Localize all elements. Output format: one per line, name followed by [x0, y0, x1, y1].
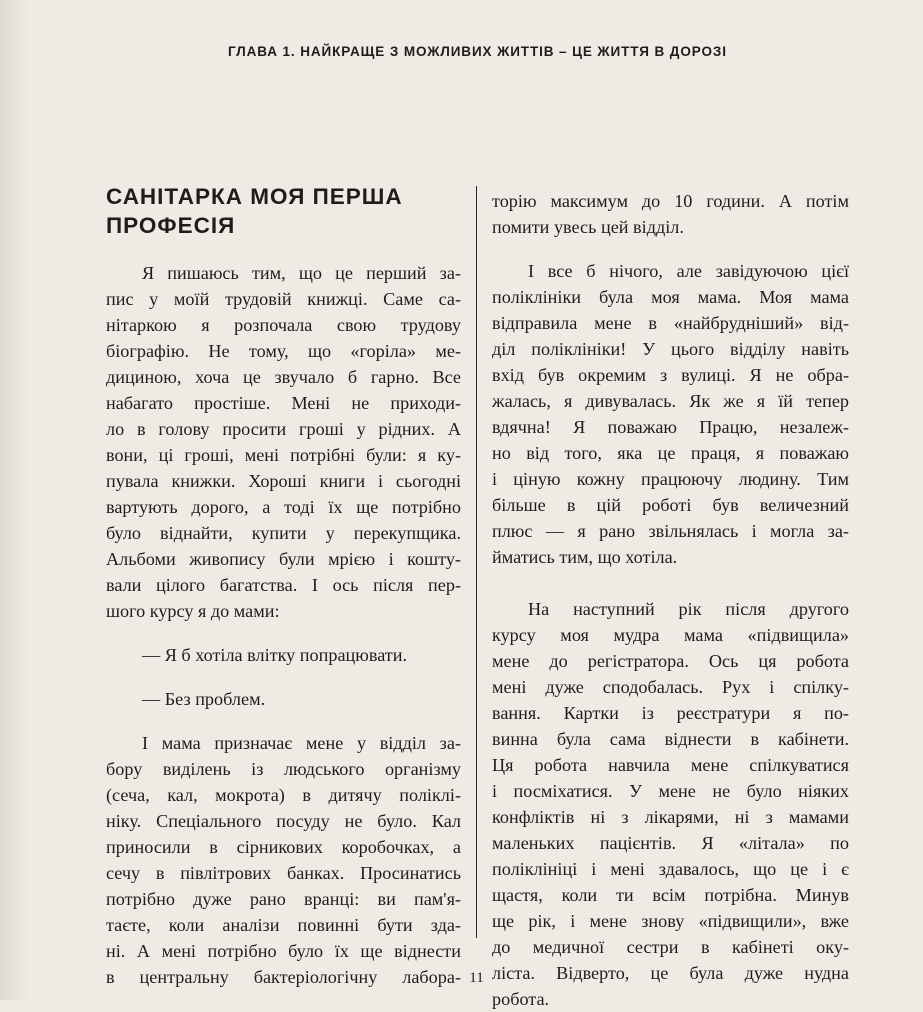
text-line: нітаркою я розпочала свою трудову — [106, 315, 461, 335]
section-heading-line: ПРОФЕСІЯ — [106, 213, 236, 238]
text-line: вартують дорого, а тоді їх ще потрібно — [106, 497, 461, 517]
text-line: ліста. Відверто, це була дуже нудна — [492, 963, 849, 983]
text-line: вдячна! Я поважаю Працю, незалеж- — [492, 417, 849, 437]
text-line: біографію. Не тому, що «горіла» ме- — [106, 341, 461, 361]
text-line: На наступний рік після другого — [528, 599, 849, 619]
text-line: приносили в сірникових коробочках, а — [106, 837, 461, 857]
paragraph-dialogue — [106, 642, 461, 668]
paragraph — [492, 596, 849, 1012]
text-line: потрібно дуже рано вранці: ви пам'я- — [106, 889, 461, 909]
text-line: таєте, коли аналізи повинні бути зда- — [106, 915, 461, 935]
text-line: вали цілого багатства. І ось після пер- — [106, 575, 461, 595]
text-line: плюс — я рано звільнялась і могла за- — [492, 521, 849, 541]
left-column — [106, 182, 461, 990]
paragraph — [492, 258, 849, 570]
section-heading-line: САНІТАРКА МОЯ ПЕРША — [106, 184, 403, 209]
text-line: поліклініці і мені здавалось, що це і є — [492, 859, 849, 879]
text-line: ще рік, і мене знову «підвищили», вже — [492, 911, 849, 931]
running-head: ГЛАВА 1. НАЙКРАЩЕ З МОЖЛИВИХ ЖИТТІВ – ЦЕ ЖИТТЯ В ДОРОЗІ — [228, 44, 727, 59]
text-line: Ця робота навчила мене спілкуватися — [492, 755, 849, 775]
text-line: йматись тим, що хотіла. — [492, 547, 678, 567]
text-line: Альбоми живопису були мрією і кошту- — [106, 549, 461, 569]
column-divider — [476, 186, 477, 938]
text-line: мені дуже сподобалась. Рух і спілку- — [492, 677, 849, 697]
text-line: жалась, я дивувалась. Як же я їй тепер — [492, 391, 849, 411]
text-line: і ціную кожну працюючу людину. Тим — [492, 469, 849, 489]
paragraph — [106, 260, 461, 624]
text-line: в центральну бактеріологічну лабора- — [106, 967, 461, 987]
text-line: бору виділень із людського організму — [106, 759, 461, 779]
text-line: набагато простіше. Мені не приходи- — [106, 393, 461, 413]
text-line: вони, ці гроші, мені потрібні були: я ку- — [106, 445, 461, 465]
text-line: но від того, яка це праця, я поважаю — [492, 443, 849, 463]
text-line: сечу в півлітрових банках. Просинатись — [106, 863, 461, 883]
text-line: вання. Картки із реєстратури я по- — [492, 703, 849, 723]
text-line: робота. — [492, 989, 550, 1009]
text-line: більше в цій роботі був величезний — [492, 495, 849, 515]
text-line: торію максимум до 10 години. А потім — [492, 191, 849, 211]
text-line: — Я б хотіла влітку попрацювати. — [142, 645, 408, 665]
text-line: — Без проблем. — [142, 689, 266, 709]
text-line: пис у моїй трудовій книжці. Саме са- — [106, 289, 461, 309]
text-line: І мама призначає мене у відділ за- — [142, 733, 461, 753]
text-line: курсу моя мудра мама «підвищила» — [492, 625, 849, 645]
right-column — [492, 188, 849, 1012]
text-line: ні. А мені потрібно було їх ще віднести — [106, 941, 461, 961]
text-line: винна була сама віднести в кабінети. — [492, 729, 849, 749]
text-line: (сеча, кал, мокрота) в дитячу поліклі- — [106, 785, 461, 805]
paragraph — [492, 188, 849, 240]
text-line: поліклініки була моя мама. Моя мама — [492, 287, 849, 307]
text-line: дициною, хоча це звучало б гарно. Все — [106, 367, 461, 387]
paragraph-dialogue — [106, 686, 461, 712]
text-line: відправила мене в «найбрудніший» від- — [492, 313, 849, 333]
text-line: помити увесь цей відділ. — [492, 217, 684, 237]
text-line: діл поліклініки! У цього відділу навіть — [492, 339, 849, 359]
text-line: мене до регістратора. Ось ця робота — [492, 651, 849, 671]
text-line: вхід був окремим з вулиці. Я не обра- — [492, 365, 849, 385]
page-number: 11 — [469, 970, 484, 986]
text-line: було віднайти, купити у перекупщика. — [106, 523, 461, 543]
text-line: ло в голову просити гроші у рідних. А — [106, 419, 461, 439]
text-line: конфліктів ні з лікарями, ні з мамами — [492, 807, 849, 827]
text-line: маленьких пацієнтів. Я «літала» по — [492, 833, 849, 853]
text-line: і посміхатися. У мене не було ніяких — [492, 781, 849, 801]
text-line: шого курсу я до мами: — [106, 601, 280, 621]
page-gutter-shadow — [0, 0, 30, 1000]
text-line: ніку. Спеціального посуду не було. Кал — [106, 811, 461, 831]
text-line: Я пишаюсь тим, що це перший за- — [142, 263, 461, 283]
text-line: до медичної сестри в кабінеті оку- — [492, 937, 849, 957]
section-heading — [106, 182, 461, 240]
text-line: щастя, коли ти всім потрібна. Минув — [492, 885, 849, 905]
text-line: І все б нічого, але завідуючою цієї — [528, 261, 849, 281]
text-line: пувала книжки. Хороші книги і сьогодні — [106, 471, 461, 491]
paragraph — [106, 730, 461, 990]
